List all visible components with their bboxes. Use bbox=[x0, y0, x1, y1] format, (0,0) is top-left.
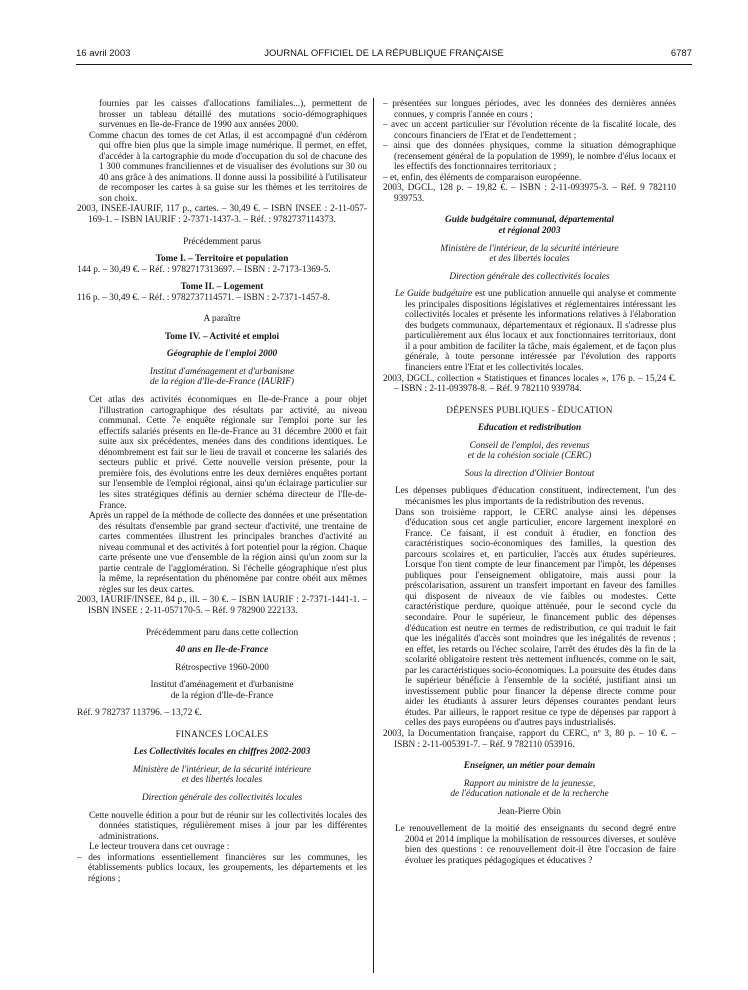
dgcl-reference: 2003, DGCL, 128 p. – 19,82 €. – ISBN : 2-11-093975-3. – Réf. 9 782110 939753. bbox=[383, 183, 676, 204]
guide-ministry-line2: et des libertés locales bbox=[489, 254, 570, 265]
enseigner-title: Enseigner, un métier pour demain bbox=[463, 761, 596, 772]
guide-title-line1: Guide budgétaire communal, départemental bbox=[445, 215, 614, 226]
atlas-cd-paragraph: Comme chacun des tomes de cet Atlas, il est accompagné d'un cédérom qui offre bien plus que la simple image numérique. Il permet, en effet, d'accéder à la cartographie du mode d'occupation du sol de chacune des 1 300 communes franciliennes et de visualiser des évolutions sur 30 ou 40 ans grâce à des animations. Il donne aussi la possibilité à l'utilisateur de recomposer les cartes à sa guise sur les thèmes et les territoires de son choix. bbox=[89, 130, 367, 204]
geo-paragraph-2: Après un rappel de la méthode de collecte des données et une présentation des résultats d'ensemble par grand secteur d'activité, une trentaine de cartes commentées illustrent les principales branches d'activité au niveau communal et des activités à fort potentiel pour la région. Chaque carte présente une vue d'ensemble de la région ainsi qu'un zoom sur la partie centrale de l'agglomération. Si l'échelle géographique n'est plus la même, la représentation du phénomène par contre obéit aux mêmes règles sur les deux cartes. bbox=[89, 511, 367, 595]
right-column bbox=[383, 99, 676, 866]
geo-publisher-line1: Institut d'aménagement et d'urbanisme bbox=[149, 366, 295, 377]
education-paragraph-2: Dans son troisième rapport, le CERC analyse ainsi les dépenses d'éducation sous cet angle particulier, encore largement inexploré en France. Ce faisant, il est conduit à étudier, en fonction des caractéristiques socio-économiques des familles, la question des parcours scolaires et, en particulier, l'accès aux études supérieures. Lorsque l'on tient compte de leur financement par l'impôt, les dépenses publiques pour l'enseignement obligatoire, mais aussi pour la préscolarisation, assurent un transfert important en faveur des familles qui disposent de niveaux de vie faibles ou modestes. Cette caractéristique perdure, quoique atténuée, pour le second cycle du secondaire. Pour le supérieur, le financement public des dépenses d'éducation est neutre en termes de redistribution, ce qui traduit le fait que les inégalités d'accès sont moindres que les inégalités de revenus ; en effet, les retards ou l'échec scolaire, l'arrêt des études dès la fin de la scolarité obligatoire restent très nettement influencés, comme on le sait, par les caractéristiques socio-économiques. La poursuite des études dans le supérieur bénéficie à l'ensemble de la société, justifiant ainsi un investissement public pour financer la dépense directe comme pour aider les étudiants à assurer leurs dépenses courantes pendant leurs études. Par ailleurs, le rapport resitue ce type de dépenses par rapport à celles des pays européens ou d'autres pays industrialisés. bbox=[395, 507, 676, 729]
guide-ministry-line1: Ministère de l'intérieur, de la sécurité intérieure bbox=[440, 243, 619, 254]
atlas-text-tail: fournies par les caisses d'allocations familiales...), permettent de brosser un tableau détaillé des mutations socio-démographiques survenues en Ile-de-France de 1990 aux années 2000. bbox=[99, 99, 367, 131]
finances-locales-label: FINANCES LOCALES bbox=[175, 729, 269, 740]
tome4-title: Tome IV. – Activité et emploi bbox=[164, 331, 280, 342]
header-rule bbox=[76, 64, 692, 65]
header-date: 16 avril 2003 bbox=[76, 48, 131, 59]
geo-paragraph-1: Cet atlas des activités économiques en Ile-de-France a pour objet l'illustration cartographique des résultats par activité, au niveau communal. Cette 7e enquête régionale sur l'emploi porte sur les effectifs salariés présents en Ile-de-France au 31 décembre 2000 et fait suite aux six précédentes, menées dans des conditions identiques. Le dénombrement est fait sur le lieu de travail et concerne les salariés des secteurs public et privé. Cette nouvelle version présente, pour la première fois, des évolutions entre les deux dernières enquêtes portant sur l'ensemble de l'emploi régional, ainsi qu'un éclairage particulier sur les sites stratégiques définis au dernier schéma directeur de l'Ile-de-France. bbox=[89, 395, 367, 511]
tome2-reference: 116 p. – 30,49 €. – Réf. : 9782737114571. – ISBN : 2-7371-1457-8. bbox=[77, 292, 330, 303]
tome2-title: Tome II. – Logement bbox=[180, 282, 264, 293]
prev-published-label: Précédemment parus bbox=[183, 236, 261, 247]
geo-emploi-title: Géographie de l'emploi 2000 bbox=[166, 349, 278, 360]
education-publisher-line1: Conseil de l'emploi, des revenus bbox=[469, 440, 590, 451]
collectivites-ministry-line2: et des libertés locales bbox=[181, 775, 263, 786]
education-title: Education et redistribution bbox=[477, 423, 582, 434]
collectivites-paragraph-2: Le lecteur trouvera dans cet ouvrage : bbox=[89, 842, 230, 853]
idf-publisher-line2: de la région d'Ile-de-France bbox=[170, 690, 274, 701]
enseigner-paragraph-1: Le renouvellement de la moitié des enseignants du second degré entre 2004 et 2014 implique la mobilisation de ressources diverses, et soulève bien des questions : ce renouvellement doit-il être l'occasion de faire évoluer les pratiques pédagogiques et éducatives ? bbox=[395, 824, 676, 866]
guide-direction: Direction générale des collectivités locales bbox=[449, 271, 610, 282]
column-divider bbox=[373, 98, 374, 973]
guide-title-line2: et régional 2003 bbox=[498, 226, 561, 237]
idf-title: 40 ans en Ile-de-France bbox=[175, 645, 269, 656]
education-paragraph-1: Les dépenses publiques d'éducation constituent, indirectement, l'un des mécanismes les plus importants de la redistribution des revenus. bbox=[395, 486, 676, 507]
collectivites-paragraph-1: Cette nouvelle édition a pour but de réunir sur les collectivités locales des données statistiques, régulièrement mises à jour par les différentes administrations. bbox=[89, 810, 367, 842]
idf-publisher-line1: Institut d'aménagement et d'urbanisme bbox=[150, 680, 294, 691]
collectivites-bullet-1: – des informations essentiellement financières sur les communes, les établissements publics locaux, les groupements, les départements et les régions ; bbox=[77, 852, 367, 884]
collectivites-ministry-line1: Ministère de l'intérieur, de la sécurité intérieure bbox=[132, 764, 312, 775]
idf-reference: Réf. 9 782737 113796. – 13,72 €. bbox=[77, 708, 202, 719]
collection-label: Précédemment paru dans cette collection bbox=[145, 627, 299, 638]
atlas-reference: 2003, INSEE-IAURIF, 117 p., cartes. – 30,49 €. – ISBN INSEE : 2-11-057-169-1. – ISBN IAURIF : 2-7371-1437-3. – Réf. : 9782737114373. bbox=[77, 204, 367, 226]
tome1-reference: 144 p. – 30,49 €. – Réf. : 9782717313697. – ISBN : 2-7173-1369-5. bbox=[77, 264, 331, 275]
collectivites-title: Les Collectivités locales en chiffres 2002-2003 bbox=[133, 747, 311, 758]
enseigner-author: Jean-Pierre Obin bbox=[498, 806, 561, 817]
geo-reference: 2003, IAURIF/INSEE, 84 p., ill. – 30 €. – ISBN IAURIF : 2-7371-1441-1. – ISBN INSEE : 2-11-057170-5. – Réf. 9 782900 222133. bbox=[77, 595, 367, 616]
idf-subtitle: Rétrospective 1960-2000 bbox=[175, 662, 269, 673]
guide-name-emphasis: Le Guide budgétaire bbox=[395, 289, 473, 300]
geo-publisher-line2: de la région d'Ile-de-France (IAURIF) bbox=[150, 377, 294, 388]
depenses-label: DÉPENSES PUBLIQUES - ÉDUCATION bbox=[446, 405, 613, 416]
collectivites-direction: Direction générale des collectivités locales bbox=[141, 792, 303, 803]
collectivites-bullet-5: – et, enfin, des éléments de comparaison européenne. bbox=[383, 172, 582, 183]
left-column bbox=[77, 99, 367, 884]
guide-paragraph-text: est une publication annuelle qui analyse et commente les principales dispositions législatives et réglementaires intéressant les collectivités locales et présente les informations relatives à l'élaboration des budgets communaux, départementaux et régionaux. Il s'adresse plus particulièrement aux élus locaux et aux fonctionnaires territoriaux, dont il a pour ambition de faciliter la tâche, mais également, et de façon plus générale, à toute personne intéressée par l'évolution des rapports financiers entre l'Etat et les collectivités locales. bbox=[405, 289, 676, 374]
education-direction: Sous la direction d'Olivier Bontout bbox=[464, 468, 595, 479]
tome1-title: Tome I. – Territoire et population bbox=[155, 254, 289, 265]
collectivites-bullet-4: – ainsi que des données physiques, comme la situation démographique (recensement général de la population de 1999), le nombre d'élus locaux et les effectifs des fonctionnaires territoriaux ; bbox=[383, 141, 676, 173]
education-reference: 2003, la Documentation française, rapport du CERC, nº 3, 80 p. – 10 €. – ISBN : 2-11-005391-7. – Réf. 9 782110 053916. bbox=[383, 728, 676, 750]
guide-paragraph bbox=[383, 289, 676, 373]
header-page-number: 6787 bbox=[670, 48, 692, 59]
enseigner-report-line2: de l'éducation nationale et de la recherche bbox=[450, 789, 609, 800]
header-title: JOURNAL OFFICIEL DE LA RÉPUBLIQUE FRANÇAISE bbox=[264, 48, 504, 59]
page-header bbox=[76, 49, 692, 63]
collectivites-bullet-3: – avec un accent particulier sur l'évolution récente de la fiscalité locale, des concours financiers de l'Etat et de l'endettement ; bbox=[383, 120, 676, 141]
guide-reference: 2003, DGCL, collection « Statistiques et finances locales », 176 p. – 15,24 €. – ISBN : 2-11-093978-8. – Réf. 9 782110 939784. bbox=[383, 373, 676, 395]
enseigner-report-line1: Rapport au ministre de la jeunesse, bbox=[463, 778, 596, 789]
education-publisher-line2: et de la cohésion sociale (CERC) bbox=[467, 451, 592, 462]
collectivites-bullet-2: – présentées sur longues périodes, avec les données des dernières années connues, y compris l'année en cours ; bbox=[383, 99, 676, 120]
forthcoming-label: A paraître bbox=[203, 314, 241, 325]
